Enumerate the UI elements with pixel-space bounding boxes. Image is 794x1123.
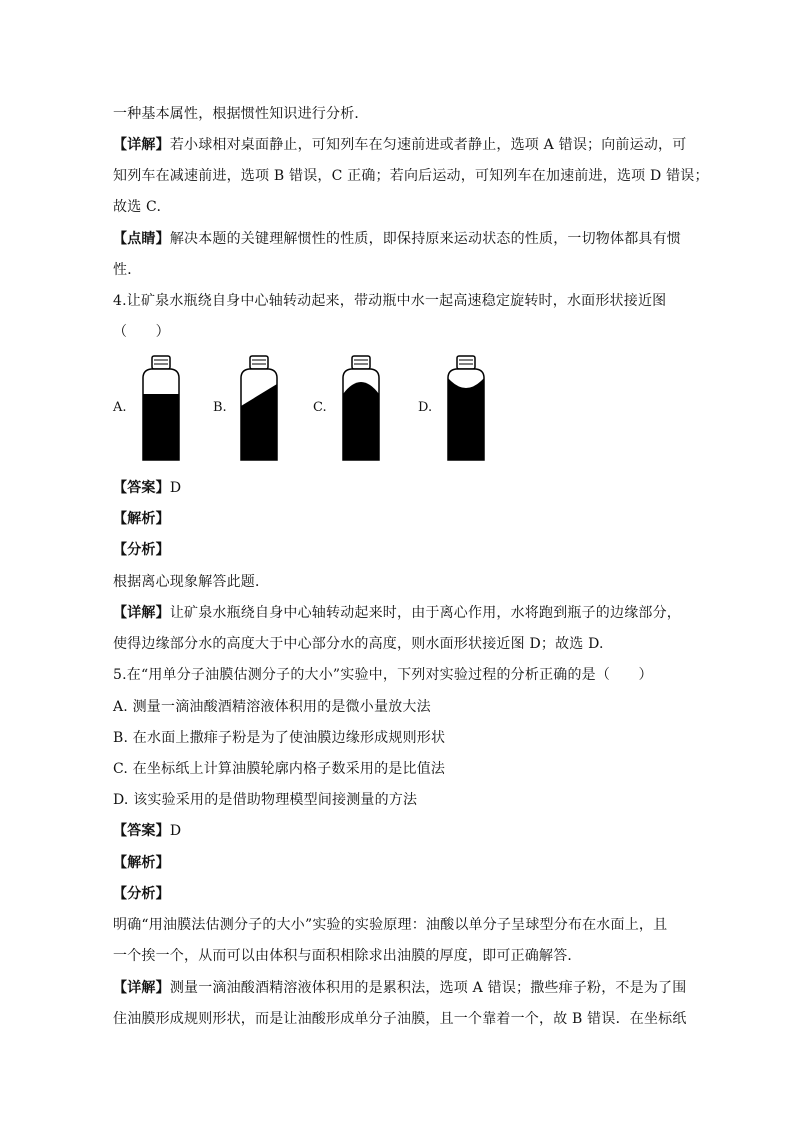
text-line: 【详解】测量一滴油酸酒精溶液体积用的是累积法，选项 A 错误；撒些痱子粉，不是为了围	[113, 980, 687, 996]
section-tag: 【分析】	[113, 542, 170, 558]
option-label-c: C.	[313, 400, 327, 415]
section-tag: 【答案】	[113, 823, 170, 839]
analysis-heading	[113, 509, 683, 529]
bottle-options-figure	[113, 354, 513, 466]
text-line: 明确“用油膜法估测分子的大小”实验的实验原理：油酸以单分子呈球型分布在水面上，且	[113, 917, 668, 933]
section-tag: 【解析】	[113, 855, 170, 871]
text-line: （ ）	[113, 324, 170, 340]
text-line: 知列车在减速前进，选项 B 错误，C 正确；若向后运动，可知列车在加速前进，选项 D 错误；	[113, 168, 709, 184]
text-line: 一个挨一个，从而可以由体积与面积相除求出油膜的厚度，即可正确解答．	[113, 948, 582, 964]
section-tag: 【分析】	[113, 886, 170, 902]
section-tag: 【点睛】	[113, 231, 170, 247]
bottle-convex-surface-icon	[335, 354, 387, 464]
choice-a: A. 测量一滴油酸酒精溶液体积用的是微小量放大法	[113, 699, 431, 715]
section-tag: 【解析】	[113, 511, 170, 527]
choice-b: B. 在水面上撒痱子粉是为了使油膜边缘形成规则形状	[113, 730, 446, 746]
section-tag: 【详解】	[113, 980, 170, 996]
text-line: 【详解】若小球相对桌面静止，可知列车在匀速前进或者静止，选项 A 错误；向前运动，可	[113, 137, 687, 153]
option-label-b: B.	[213, 400, 227, 415]
analysis-heading	[113, 853, 683, 873]
option-label-d: D.	[418, 400, 433, 415]
analysis-heading	[113, 884, 683, 904]
text-line: 性．	[113, 262, 142, 278]
bottle-slanted-surface-icon	[233, 354, 285, 464]
text-line: 【点睛】解决本题的关键理解惯性的性质，即保持原来运动状态的性质，一切物体都具有惯	[113, 231, 682, 247]
text-line: 住油膜形成规则形状，而是让油酸形成单分子油膜，且一个靠着一个，故 B 错误．在坐标纸	[113, 1011, 687, 1027]
text-line: 故选 C.	[113, 199, 162, 215]
analysis-heading	[113, 540, 683, 560]
section-tag: 【答案】	[113, 480, 170, 496]
text-line: 一种基本属性，根据惯性知识进行分析．	[113, 106, 369, 122]
text-line: 【详解】让矿泉水瓶绕自身中心轴转动起来时，由于离心作用，水将跑到瓶子的边缘部分，	[113, 605, 682, 621]
question-4-stem: 4.让矿泉水瓶绕自身中心轴转动起来，带动瓶中水一起高速稳定旋转时，水面形状接近图	[113, 293, 667, 309]
answer-line: 【答案】D	[113, 823, 182, 839]
option-label-a: A.	[113, 400, 127, 415]
bottle-concave-surface-icon	[440, 354, 492, 464]
choice-c: C. 在坐标纸上计算油膜轮廓内格子数采用的是比值法	[113, 761, 446, 777]
question-5-stem: 5.在“用单分子油膜估测分子的大小”实验中，下列对实验过程的分析正确的是（ ）	[113, 667, 653, 683]
text-line: 使得边缘部分水的高度大于中心部分水的高度，则水面形状接近图 D；故选 D.	[113, 636, 604, 652]
text-line: 根据离心现象解答此题．	[113, 574, 270, 590]
choice-d: D. 该实验采用的是借助物理模型间接测量的方法	[113, 792, 418, 808]
section-tag: 【详解】	[113, 137, 170, 153]
section-tag: 【详解】	[113, 605, 170, 621]
bottle-flat-surface-icon	[135, 354, 187, 464]
answer-line: 【答案】D	[113, 480, 182, 496]
